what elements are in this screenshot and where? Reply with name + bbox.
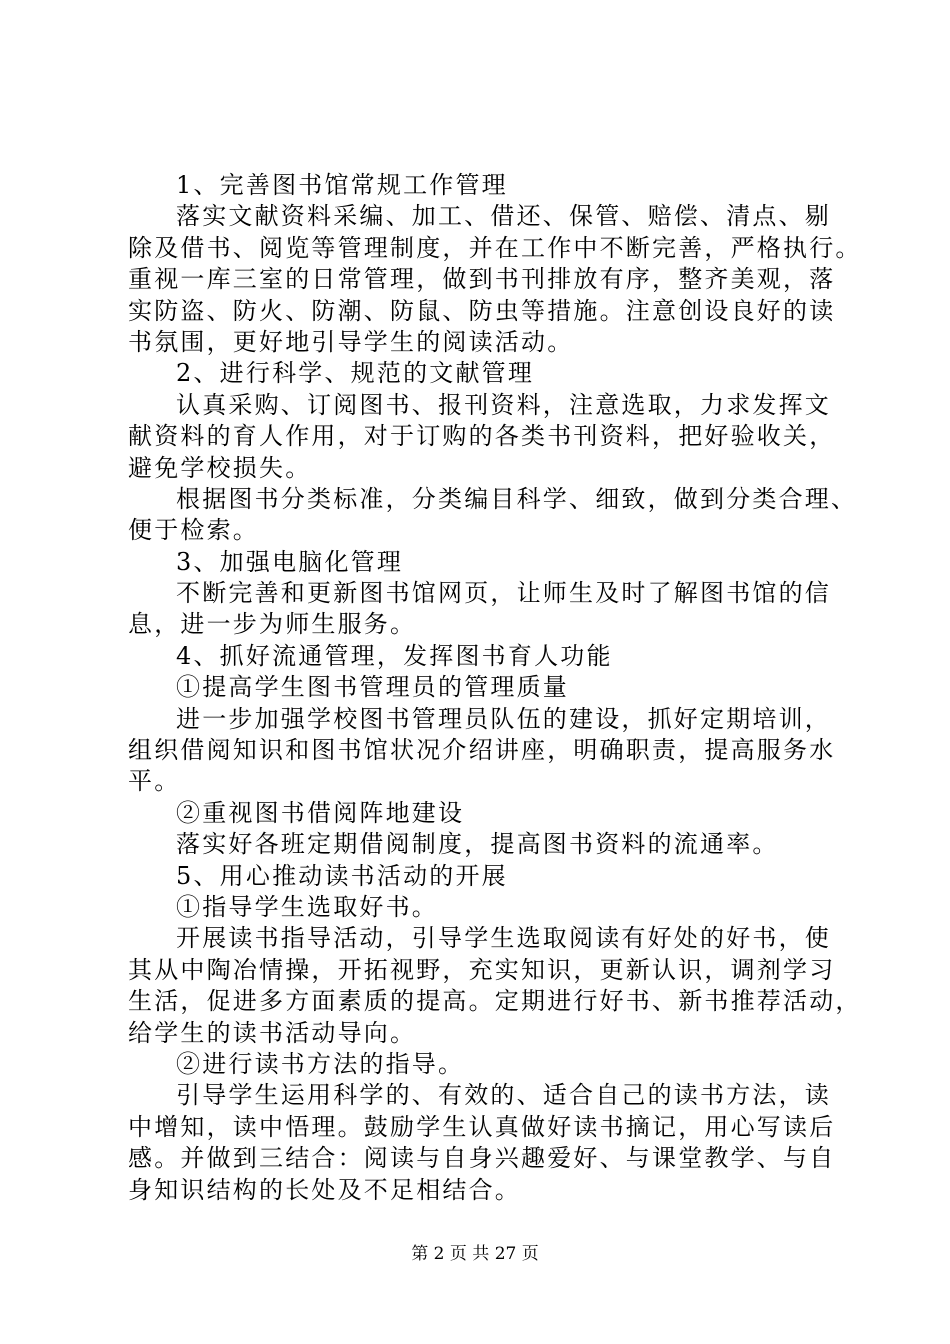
text-line: ②进行读书方法的指导。 — [176, 1049, 465, 1078]
text-line: 避免学校损失。 — [128, 453, 312, 482]
text-line: ①提高学生图书管理员的管理质量 — [176, 673, 569, 702]
document-body — [128, 170, 862, 1206]
text-line: 平。 — [128, 767, 181, 796]
text-line: 落实好各班定期借阅制度，提高图书资料的流通率。 — [176, 830, 779, 859]
text-line: 认真采购、订阅图书、报刊资料，注意选取，力求发挥文 — [176, 390, 831, 419]
text-line: 除及借书、阅览等管理制度，并在工作中不断完善，严格执行。 — [128, 233, 862, 262]
text-line: 根据图书分类标准，分类编目科学、细致，做到分类合理、 — [176, 484, 858, 513]
text-line: ①指导学生选取好书。 — [176, 892, 438, 921]
text-line: 落实文献资料采编、加工、借还、保管、赔偿、清点、剔 — [176, 202, 831, 231]
text-line: 5、用心推动读书活动的开展 — [176, 861, 508, 890]
text-line: 2、进行科学、规范的文献管理 — [176, 359, 535, 388]
page-footer: 第 2 页 共 27 页 — [411, 1244, 539, 1264]
text-line: 重视一库三室的日常管理，做到书刊排放有序，整齐美观，落 — [128, 265, 836, 294]
text-line: 不断完善和更新图书馆网页，让师生及时了解图书馆的信 — [176, 579, 831, 608]
text-line: 组织借阅知识和图书馆状况介绍讲座，明确职责，提高服务水 — [128, 736, 836, 765]
text-line: 3、加强电脑化管理 — [176, 547, 404, 576]
text-line: 便于检索。 — [128, 516, 259, 545]
text-line: 身知识结构的长处及不足相结合。 — [128, 1175, 521, 1204]
text-line: 引导学生运用科学的、有效的、适合自己的读书方法，读 — [176, 1081, 831, 1110]
text-line: 其从中陶冶情操，开拓视野，充实知识，更新认识，调剂学习 — [128, 955, 836, 984]
text-line: 书氛围，更好地引导学生的阅读活动。 — [128, 327, 574, 356]
text-line: 中增知，读中悟理。鼓励学生认真做好读书摘记，用心写读后 — [128, 1112, 836, 1141]
text-line: 给学生的读书活动导向。 — [128, 1018, 417, 1047]
text-line: 生活，促进多方面素质的提高。定期进行好书、新书推荐活动， — [128, 987, 862, 1016]
text-line: 感。并做到三结合：阅读与自身兴趣爱好、与课堂教学、与自 — [128, 1144, 836, 1173]
text-line: ②重视图书借阅阵地建设 — [176, 798, 465, 827]
text-line: 实防盗、防火、防潮、防鼠、防虫等措施。注意创设良好的读 — [128, 296, 836, 325]
text-line: 开展读书指导活动，引导学生选取阅读有好处的好书，使 — [176, 924, 831, 953]
text-line: 4、抓好流通管理，发挥图书育人功能 — [176, 641, 613, 670]
text-line: 献资料的育人作用，对于订购的各类书刊资料，把好验收关， — [128, 422, 836, 451]
text-line: 息，进一步为师生服务。 — [128, 610, 417, 639]
text-line: 进一步加强学校图书管理员队伍的建设，抓好定期培训， — [176, 704, 831, 733]
text-line: 1、完善图书馆常规工作管理 — [176, 171, 508, 199]
